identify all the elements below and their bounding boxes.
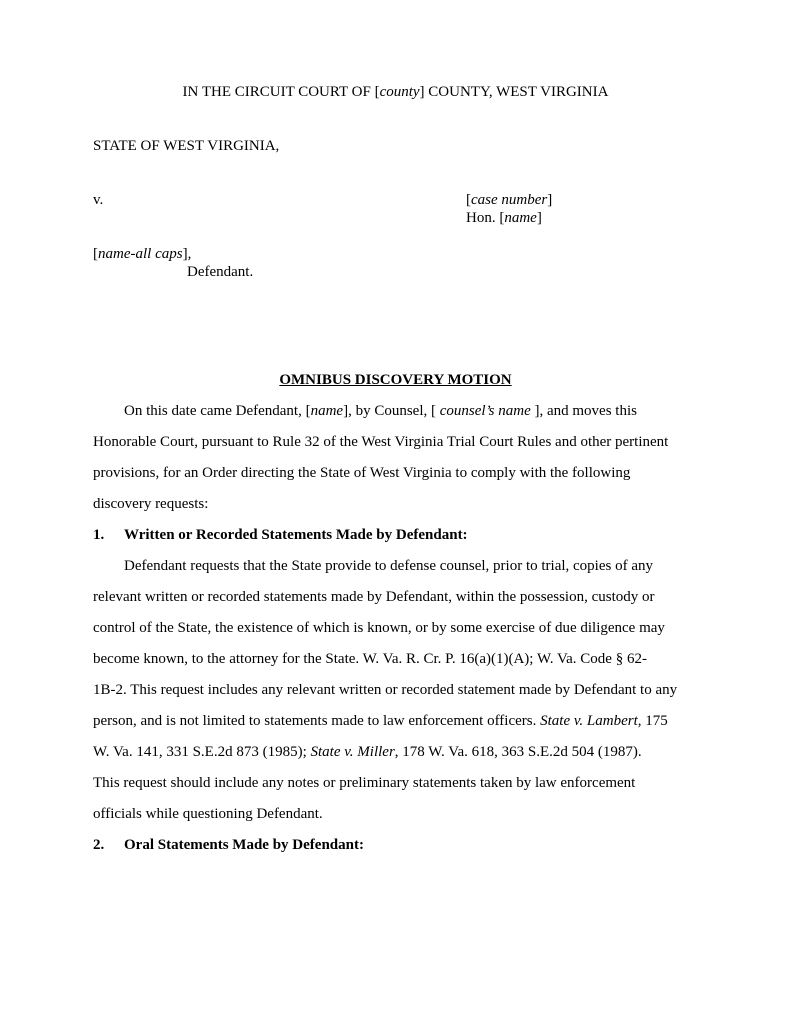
case-number-close: ] [547, 192, 553, 208]
case-number-open: [ [466, 192, 471, 208]
section-1-number: 1. [93, 527, 105, 543]
judge-placeholder: name [504, 210, 537, 226]
defendant-placeholder: name-all caps [98, 246, 183, 262]
versus-label: v. [93, 192, 104, 208]
case-citation-miller: State v. Miller [310, 744, 395, 760]
judge-close: ] [536, 210, 542, 226]
section-1-line-5: 1B-2. This request includes any relevant written or recorded statement made by Defendant to any [93, 682, 678, 698]
section-1-line-3: control of the State, the existence of which is known, or by some exercise of due diligence may [93, 620, 665, 636]
judge-prefix: Hon. [ [466, 210, 505, 226]
court-suffix: ] COUNTY, WEST VIRGINIA [419, 84, 609, 100]
case-number [466, 192, 552, 209]
case-number-placeholder: case number [471, 192, 548, 208]
s1-l7-b: , 178 W. Va. 618, 363 S.E.2d 504 (1987). [394, 744, 642, 760]
intro-l1-b: ], by Counsel, [ [343, 403, 440, 419]
section-1-line-1: Defendant requests that the State provide to defense counsel, prior to trial, copies of any [124, 558, 653, 574]
s1-l7-a: W. Va. 141, 331 S.E.2d 873 (1985); [93, 744, 311, 760]
section-1-heading: Written or Recorded Statements Made by Defendant: [124, 527, 468, 543]
county-placeholder: county [379, 84, 420, 100]
intro-l1-c: ], and moves this [530, 403, 637, 419]
section-2-heading: Oral Statements Made by Defendant: [124, 837, 364, 853]
section-1-line-9: officials while questioning Defendant. [93, 806, 323, 822]
intro-line-4: discovery requests: [93, 496, 209, 512]
court-heading [0, 84, 791, 101]
section-1-line-7 [93, 744, 642, 761]
intro-l1-a: On this date came Defendant, [ [124, 403, 311, 419]
defendant-open: [ [93, 246, 98, 262]
s1-l6-b: , 175 [637, 713, 668, 729]
defendant-label: Defendant. [187, 264, 254, 280]
court-prefix: IN THE CIRCUIT COURT OF [ [182, 84, 380, 100]
intro-line-3: provisions, for an Order directing the State of West Virginia to comply with the following [93, 465, 631, 481]
section-1-line-8: This request should include any notes or preliminary statements taken by law enforcement [93, 775, 636, 791]
section-1-line-2: relevant written or recorded statements made by Defendant, within the possession, custody or [93, 589, 655, 605]
case-citation-lambert: State v. Lambert [540, 713, 638, 729]
section-1-line-6 [93, 713, 668, 730]
plaintiff-name: STATE OF WEST VIRGINIA, [93, 138, 280, 154]
intro-counsel-placeholder: counsel’s name [439, 403, 531, 419]
motion-title [0, 372, 791, 389]
section-2-number: 2. [93, 837, 105, 853]
intro-line-2: Honorable Court, pursuant to Rule 32 of the West Virginia Trial Court Rules and other pertinent [93, 434, 669, 450]
s1-l6-a: person, and is not limited to statements made to law enforcement officers. [93, 713, 541, 729]
section-1-line-4: become known, to the attorney for the State. W. Va. R. Cr. P. 16(a)(1)(A); W. Va. Code § 62- [93, 651, 647, 667]
intro-name-placeholder: name [310, 403, 344, 419]
motion-title-text: OMNIBUS DISCOVERY MOTION [279, 372, 512, 388]
intro-line-1 [124, 403, 637, 420]
judge-name [466, 210, 542, 227]
defendant-name [93, 246, 191, 263]
defendant-close: ], [182, 246, 192, 262]
